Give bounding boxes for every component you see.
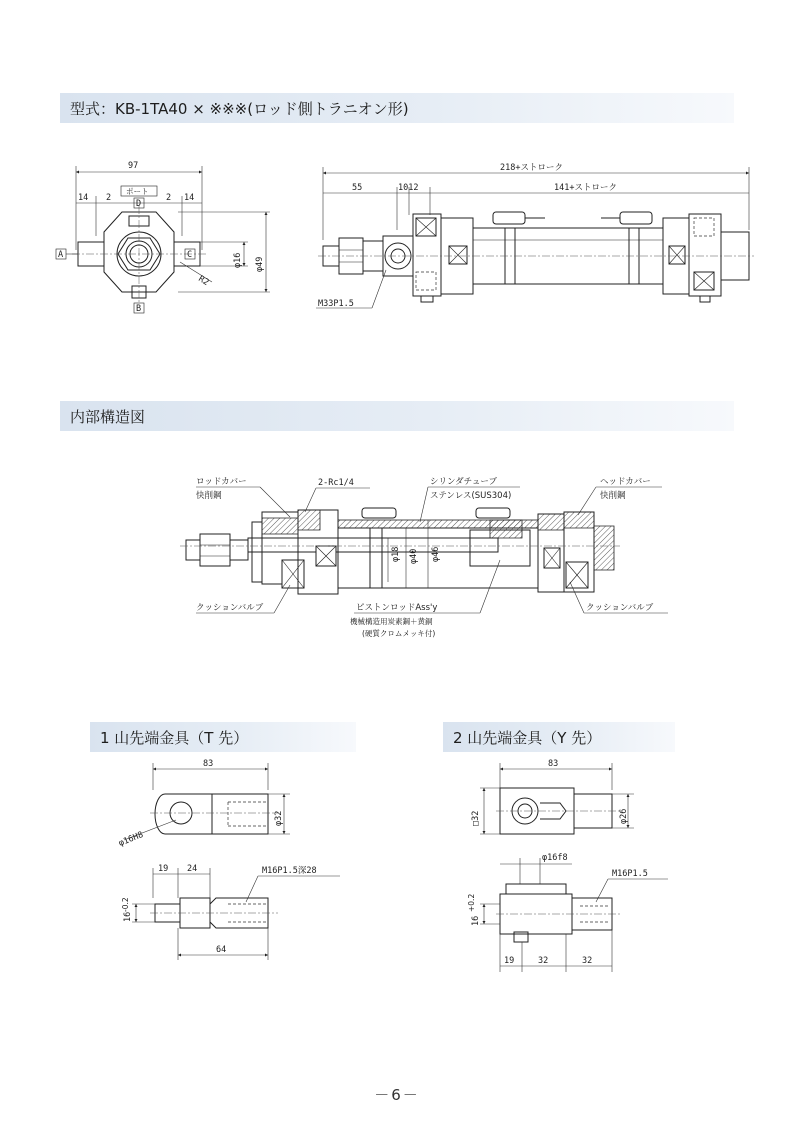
dim-d16: φ16 bbox=[233, 252, 243, 268]
y-dim-83: 83 bbox=[548, 759, 559, 769]
structure-title: 内部構造図 bbox=[70, 407, 146, 426]
label-tube: シリンダチューブ bbox=[430, 477, 497, 487]
y-dim-d26: φ26 bbox=[619, 808, 629, 824]
side-view-drawing bbox=[316, 163, 754, 309]
t-dim-d16h8: φ16H8 bbox=[117, 829, 145, 849]
y-fitting-title: 2 山先端金具（Y 先） bbox=[453, 728, 602, 747]
thread-m33: M33P1.5 bbox=[318, 299, 354, 309]
t-fitting-drawing bbox=[117, 759, 340, 960]
mark-b: B bbox=[136, 304, 142, 314]
label-head-cover-mat: 快削鋼 bbox=[600, 491, 626, 501]
label-head-cover: ヘッドカバー bbox=[600, 477, 651, 487]
dim-1012: 1012 bbox=[398, 183, 419, 193]
dim-97: 97 bbox=[128, 161, 139, 171]
label-rod-cover: ロッドカバー bbox=[196, 477, 247, 487]
dim-141: 141+ストローク bbox=[554, 183, 617, 193]
t-tol: -0.2 bbox=[121, 897, 130, 912]
label-tube-mat: ステンレス(SUS304) bbox=[430, 491, 512, 501]
y-dim-d16f8: φ16f8 bbox=[542, 853, 568, 863]
dim-14-right: 14 bbox=[184, 193, 195, 203]
front-view-drawing bbox=[56, 161, 270, 314]
y-dim-32b: 32 bbox=[582, 956, 593, 966]
dim-d40: φ40 bbox=[409, 548, 419, 564]
mark-d: D bbox=[136, 199, 142, 209]
dim-d18: φ18 bbox=[391, 546, 401, 562]
y-dim-19: 19 bbox=[504, 956, 515, 966]
label-piston-mat2: (硬質クロムメッキ付) bbox=[362, 629, 436, 638]
y-tol: +0.2 bbox=[467, 893, 476, 912]
label-port: 2-Rc1/4 bbox=[318, 478, 354, 488]
label-rod-cover-mat: 快削鋼 bbox=[196, 491, 222, 501]
t-dim-16: 16 bbox=[123, 911, 133, 922]
t-fitting-title: 1 山先端金具（T 先） bbox=[100, 728, 249, 747]
mark-c: C bbox=[187, 250, 193, 260]
dim-55: 55 bbox=[352, 183, 363, 193]
page-number: －6－ bbox=[374, 1086, 420, 1104]
dim-14-left: 14 bbox=[78, 193, 89, 203]
model-title: 型式：KB-1TA40 × ※※※(ロッド側トラニオン形) bbox=[70, 99, 409, 118]
dim-2-right: 2 bbox=[166, 193, 172, 203]
y-dim-16: 16 bbox=[471, 915, 481, 926]
label-cushion-left: クッションバルブ bbox=[196, 603, 264, 613]
y-dim-32a: 32 bbox=[538, 956, 549, 966]
t-dim-19: 19 bbox=[158, 864, 169, 874]
mark-a: A bbox=[58, 250, 64, 260]
label-piston-rod: ピストンロッドAss'y bbox=[356, 603, 438, 613]
y-thread: M16P1.5 bbox=[612, 869, 648, 879]
t-dim-d32: φ32 bbox=[274, 810, 284, 826]
dim-d49: φ49 bbox=[255, 256, 265, 272]
t-dim-83: 83 bbox=[203, 759, 214, 769]
structure-drawing bbox=[180, 477, 668, 638]
t-dim-64: 64 bbox=[216, 945, 227, 955]
dim-218: 218+ストローク bbox=[500, 163, 563, 173]
port-label: ポート bbox=[126, 187, 149, 196]
y-fitting-drawing bbox=[467, 759, 668, 972]
dim-d46: φ46 bbox=[431, 546, 441, 562]
t-dim-24: 24 bbox=[187, 864, 198, 874]
label-piston-mat1: 機械構造用炭素鋼＋黄銅 bbox=[350, 617, 433, 626]
label-cushion-right: クッションバルブ bbox=[586, 603, 654, 613]
t-thread: M16P1.5深28 bbox=[262, 866, 317, 876]
dim-r2: R2 bbox=[196, 274, 211, 288]
dim-2-left: 2 bbox=[106, 193, 112, 203]
y-dim-sq32: □32 bbox=[471, 810, 481, 826]
